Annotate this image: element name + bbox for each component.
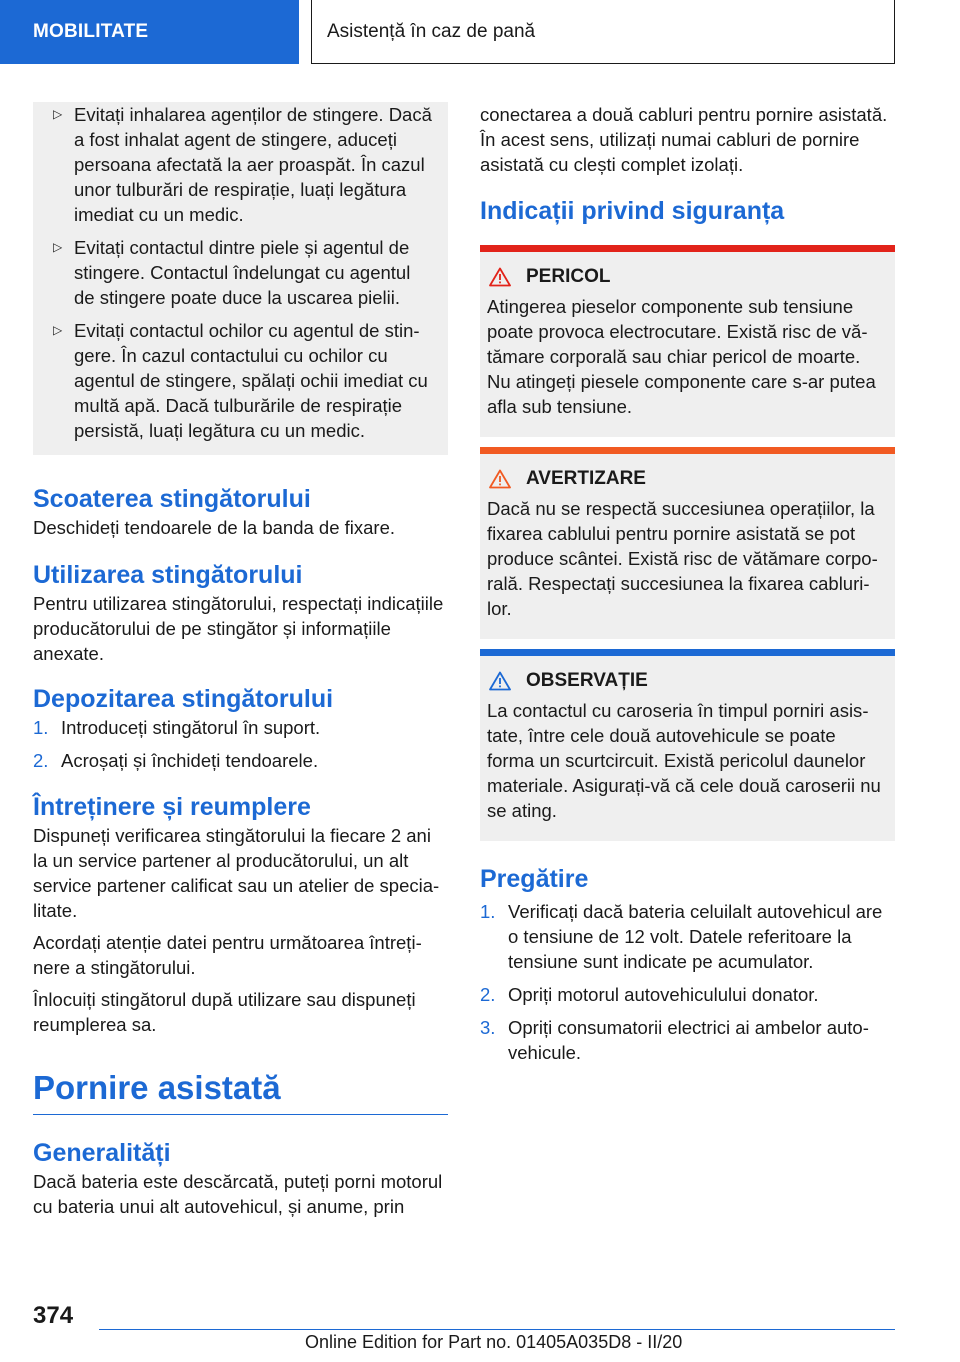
warning-triangle-icon [489,267,511,287]
item-text: Acroșați și închideți tendoarele. [61,750,319,771]
item-number: 2. [480,984,496,1005]
notice-body: La contactul cu caroseria în timpul porniri asistate, între cele două autovehicule se poate forma un scurtcircuit. Există pericolul daunelor materiale. Asigurați-vă că cele două caroserii nu se ating. [487,700,881,821]
page-number: 374 [33,1302,74,1329]
notice-label: OBSERVAȚIE [526,670,648,691]
notice-title [487,466,887,492]
warning-triangle-icon [489,469,511,489]
section-heading: Pregătire [480,865,589,893]
edition-footer: Online Edition for Part no. 01405A035D8 - II/20 [305,1332,683,1352]
item-text: Opriți consumatorii electrici ai ambelor autovehicule. [508,1017,869,1063]
danger-notice [480,245,895,437]
triangle-bullet-icon: ▷ [53,240,63,254]
warning-notice [480,447,895,639]
section-label: MOBILITATE [33,21,149,42]
chapter-label: Asistență în caz de pană [327,20,536,42]
section-heading: Generalități [33,1139,171,1167]
chapter-heading-block [33,1068,448,1115]
paragraph: Înlocuiți stingătorul după utilizare sau dispuneți reumplerea sa. [33,989,416,1035]
paragraph: Dacă bateria este descărcată, puteți porni motorul cu bateria unui alt autovehicul, și anume, prin [33,1171,443,1217]
list-item [53,235,436,318]
list-item [53,318,436,443]
triangle-bullet-icon: ▷ [53,323,63,337]
numbered-item [480,899,895,974]
item-number: 3. [480,1017,496,1038]
header-chapter-box [311,0,895,64]
bullet-text: Evitați contactul dintre piele și agentul de stingere. Contactul îndelungat cu agentul de stingere poate duce la uscarea pielii. [74,237,411,308]
notice-body: Dacă nu se respectă succesiunea operațiilor, la fixarea cablului pentru pornire asistată se pot produce scântei. Există risc de vătămare corporală. Respectați succesiunea la fixarea cablurilor. [487,498,878,619]
item-text: Introduceți stingătorul în suport. [61,717,321,738]
item-number: 2. [33,750,49,771]
left-column [33,102,448,1226]
paragraph: Acordați atenție datei pentru următoarea întreținere a stingătorului. [33,932,422,978]
triangle-bullet-icon: ▷ [53,107,63,121]
chapter-heading: Pornire asistată [33,1069,281,1106]
paragraph: Deschideți tendoarele de la banda de fixare. [33,517,396,538]
section-heading: Scoaterea stingătorului [33,485,311,513]
notice-title [487,264,887,290]
section-heading: Utilizarea stingătorului [33,561,303,589]
notice-title [487,668,887,694]
item-text: Opriți motorul autovehiculului donator. [508,984,819,1005]
notice-label: PERICOL [526,266,611,287]
paragraph: Pentru utilizarea stingătorului, respectați indicațiile producătorului de pe stingător și informațiile anexate. [33,593,444,664]
section-heading: Întreținere și reumplere [33,793,311,821]
numbered-item [33,715,448,740]
header-section-tab [0,0,299,64]
section-heading: Indicații privind siguranța [480,197,785,225]
item-number: 1. [33,717,49,738]
notice-body: Atingerea pieselor componente sub tensiune poate provoca electrocutare. Există risc de vătămare corporală sau chiar pericol de moarte. Nu atingeți piesele componente care s-ar putea afla sub tensiune. [487,296,876,417]
section-heading: Depozitarea stingătorului [33,685,334,713]
warning-triangle-icon [489,671,511,691]
bullet-text: Evitați contactul ochilor cu agentul de stingere. În cazul contactului cu ochilor cu agentul de stingere, spălați ochii imediat cu multă apă. Dacă tulburările de respirație persistă, luați legătura cu un medic. [74,320,428,441]
notice-label: AVERTIZARE [526,468,646,489]
right-column [480,102,895,1073]
item-text: Verificați dacă bateria celuilalt autovehicul are o tensiune de 12 volt. Datele referitoare la tensiune sunt indicate pe acumulator. [508,901,883,972]
numbered-item [480,1015,895,1065]
numbered-item [480,982,895,1007]
list-item [53,102,436,235]
numbered-item [33,748,448,773]
paragraph: conectarea a două cabluri pentru pornire asistată. În acest sens, utilizați numai cabluri de pornire asistată cu clești complet izolați. [480,104,888,175]
precaution-list-box [33,102,448,455]
item-number: 1. [480,901,496,922]
caution-notice [480,649,895,841]
paragraph: Dispuneți verificarea stingătorului la fiecare 2 ani la un service partener al producătorului, un alt service partener calificat sau un atelier de specialitate. [33,825,440,921]
bullet-text: Evitați inhalarea agenților de stingere. Dacă a fost inhalat agent de stingere, aduceți persoana afectată la aer proaspăt. În cazul unor tulburări de respirație, luați legătura imediat cu un medic. [74,104,432,225]
footer-rule [99,1329,895,1330]
